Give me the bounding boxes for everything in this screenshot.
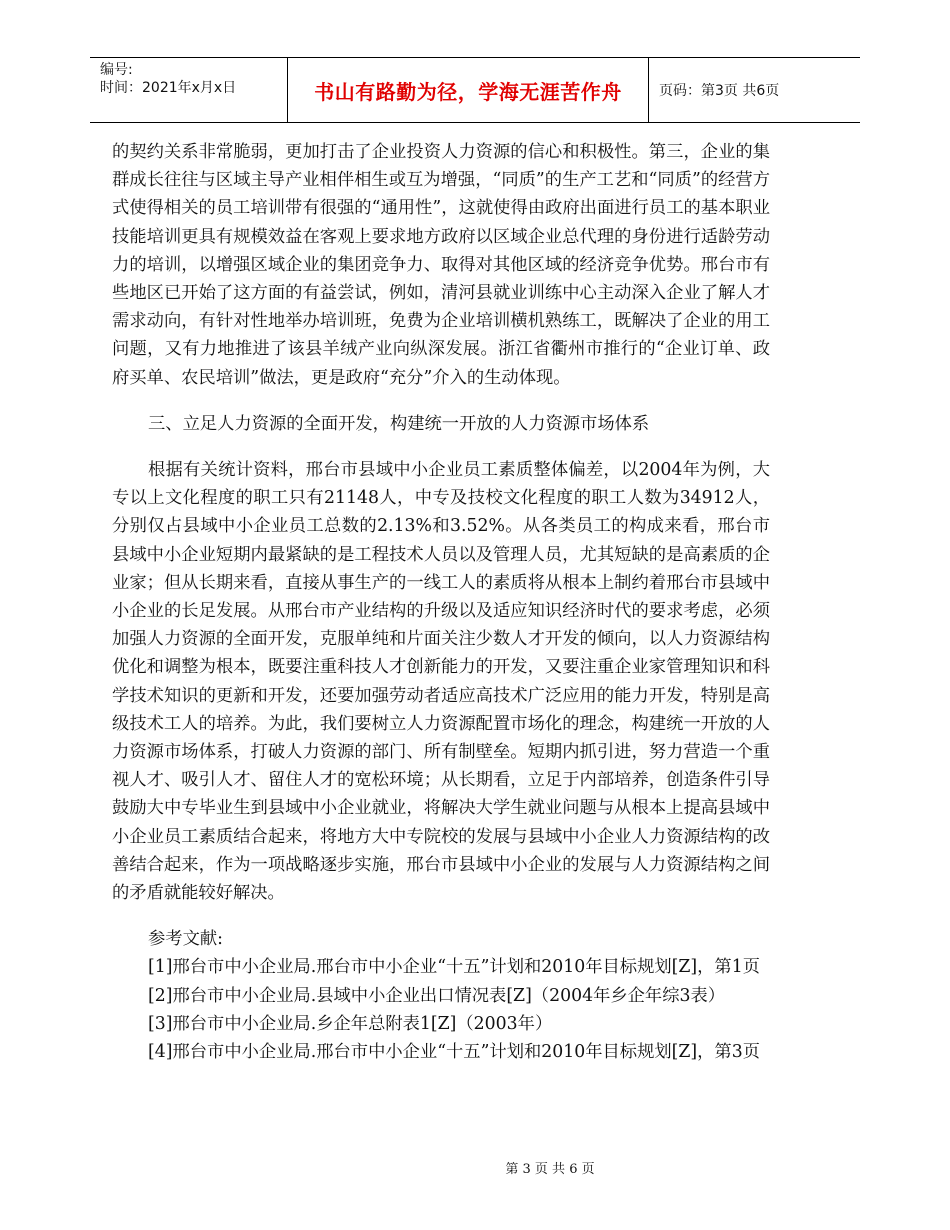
page-header: [90, 57, 860, 123]
reference-item-1: [1]邢台市中小企业局.邢台市中小企业“十五”计划和2010年目标规划[Z]，第1页: [148, 957, 760, 978]
document-time-label: 时间：2021年x月x日: [100, 80, 237, 96]
document-body: [112, 138, 770, 1066]
references-title: 参考文献:: [148, 929, 223, 950]
body-paragraph-2: 根据有关统计资料，邢台市县域中小企业员工素质整体偏差，以2004年为例，大专以上文化程度的职工只有21148人，中专及技校文化程度的职工人数为34912人，分别仅占县域中小企业员工总数的2.13%和3.52%。从各类员工的构成来看，邢台市县域中小企业短期内最紧缺的是工程技术人员以及管理人员，尤其短缺的是高素质的企业家；但从长期来看，直接从事生产的一线工人的素质将从根本上制约着邢台市县域中小企业的长足发展。从邢台市产业结构的升级以及适应知识经济时代的要求考虑，必须加强人力资源的全面开发，克服单纯和片面关注少数人才开发的倾向，以人力资源结构优化和调整为根本，既要注重科技人才创新能力的开发，又要注重企业家管理知识和科学技术知识的更新和开发，还要加强劳动者适应高技术广泛应用的能力开发，特别是高级技术工人的培养。为此，我们要树立人力资源配置市场化的理念，构建统一开放的人力资源市场体系，打破人力资源的部门、所有制壁垒。短期内抓引进，努力营造一个重视人才、吸引人才、留住人才的宽松环境；从长期看，立足于内部培养，创造条件引导鼓励大中专毕业生到县域中小企业就业，将解决大学生就业问题与从根本上提高县域中小企业员工素质结合起来，将地方大中专院校的发展与县域中小企业人力资源结构的改善结合起来，作为一项战略逐步实施，邢台市县域中小企业的发展与人力资源结构之间的矛盾就能较好解决。: [112, 460, 770, 904]
header-page-number: 页码：第3页 共6页: [659, 83, 780, 99]
page-footer: 第 3 页 共 6 页: [505, 1162, 595, 1177]
section-heading: 三、立足人力资源的全面开发，构建统一开放的人力资源市场体系: [148, 413, 650, 434]
reference-item-2: [2]邢台市中小企业局.县域中小企业出口情况表[Z]（2004年乡企年综3表）: [148, 985, 726, 1006]
header-motto: 书山有路勤为径，学海无涯苦作舟: [287, 58, 649, 122]
reference-item-4: [4]邢台市中小企业局.邢台市中小企业“十五”计划和2010年目标规划[Z]，第3页: [148, 1042, 760, 1063]
header-meta: [90, 58, 287, 122]
body-paragraph-1: 的契约关系非常脆弱，更加打击了企业投资人力资源的信心和积极性。第三，企业的集群成长往往与区域主导产业相伴相生或互为增强，“同质”的生产工艺和“同质”的经营方式使得相关的员工培训带有很强的“通用性”，这就使得由政府出面进行员工的基本职业技能培训更具有规模效益在客观上要求地方政府以区域企业总代理的身份进行适龄劳动力的培训，以增强区域企业的集团竞争力、取得对其他区域的经济竞争优势。邢台市有些地区已开始了这方面的有益尝试，例如，清河县就业训练中心主动深入企业了解人才需求动向，有针对性地举办培训班，免费为企业培训横机熟练工，既解决了企业的用工问题，又有力地推进了该县羊绒产业向纵深发展。浙江省衢州市推行的“企业订单、政府买单、农民培训”做法，更是政府“充分”介入的生动体现。: [112, 142, 770, 388]
document-number-label: 编号:: [100, 62, 133, 78]
reference-item-3: [3]邢台市中小企业局.乡企年总附表1[Z]（2003年）: [148, 1013, 553, 1034]
